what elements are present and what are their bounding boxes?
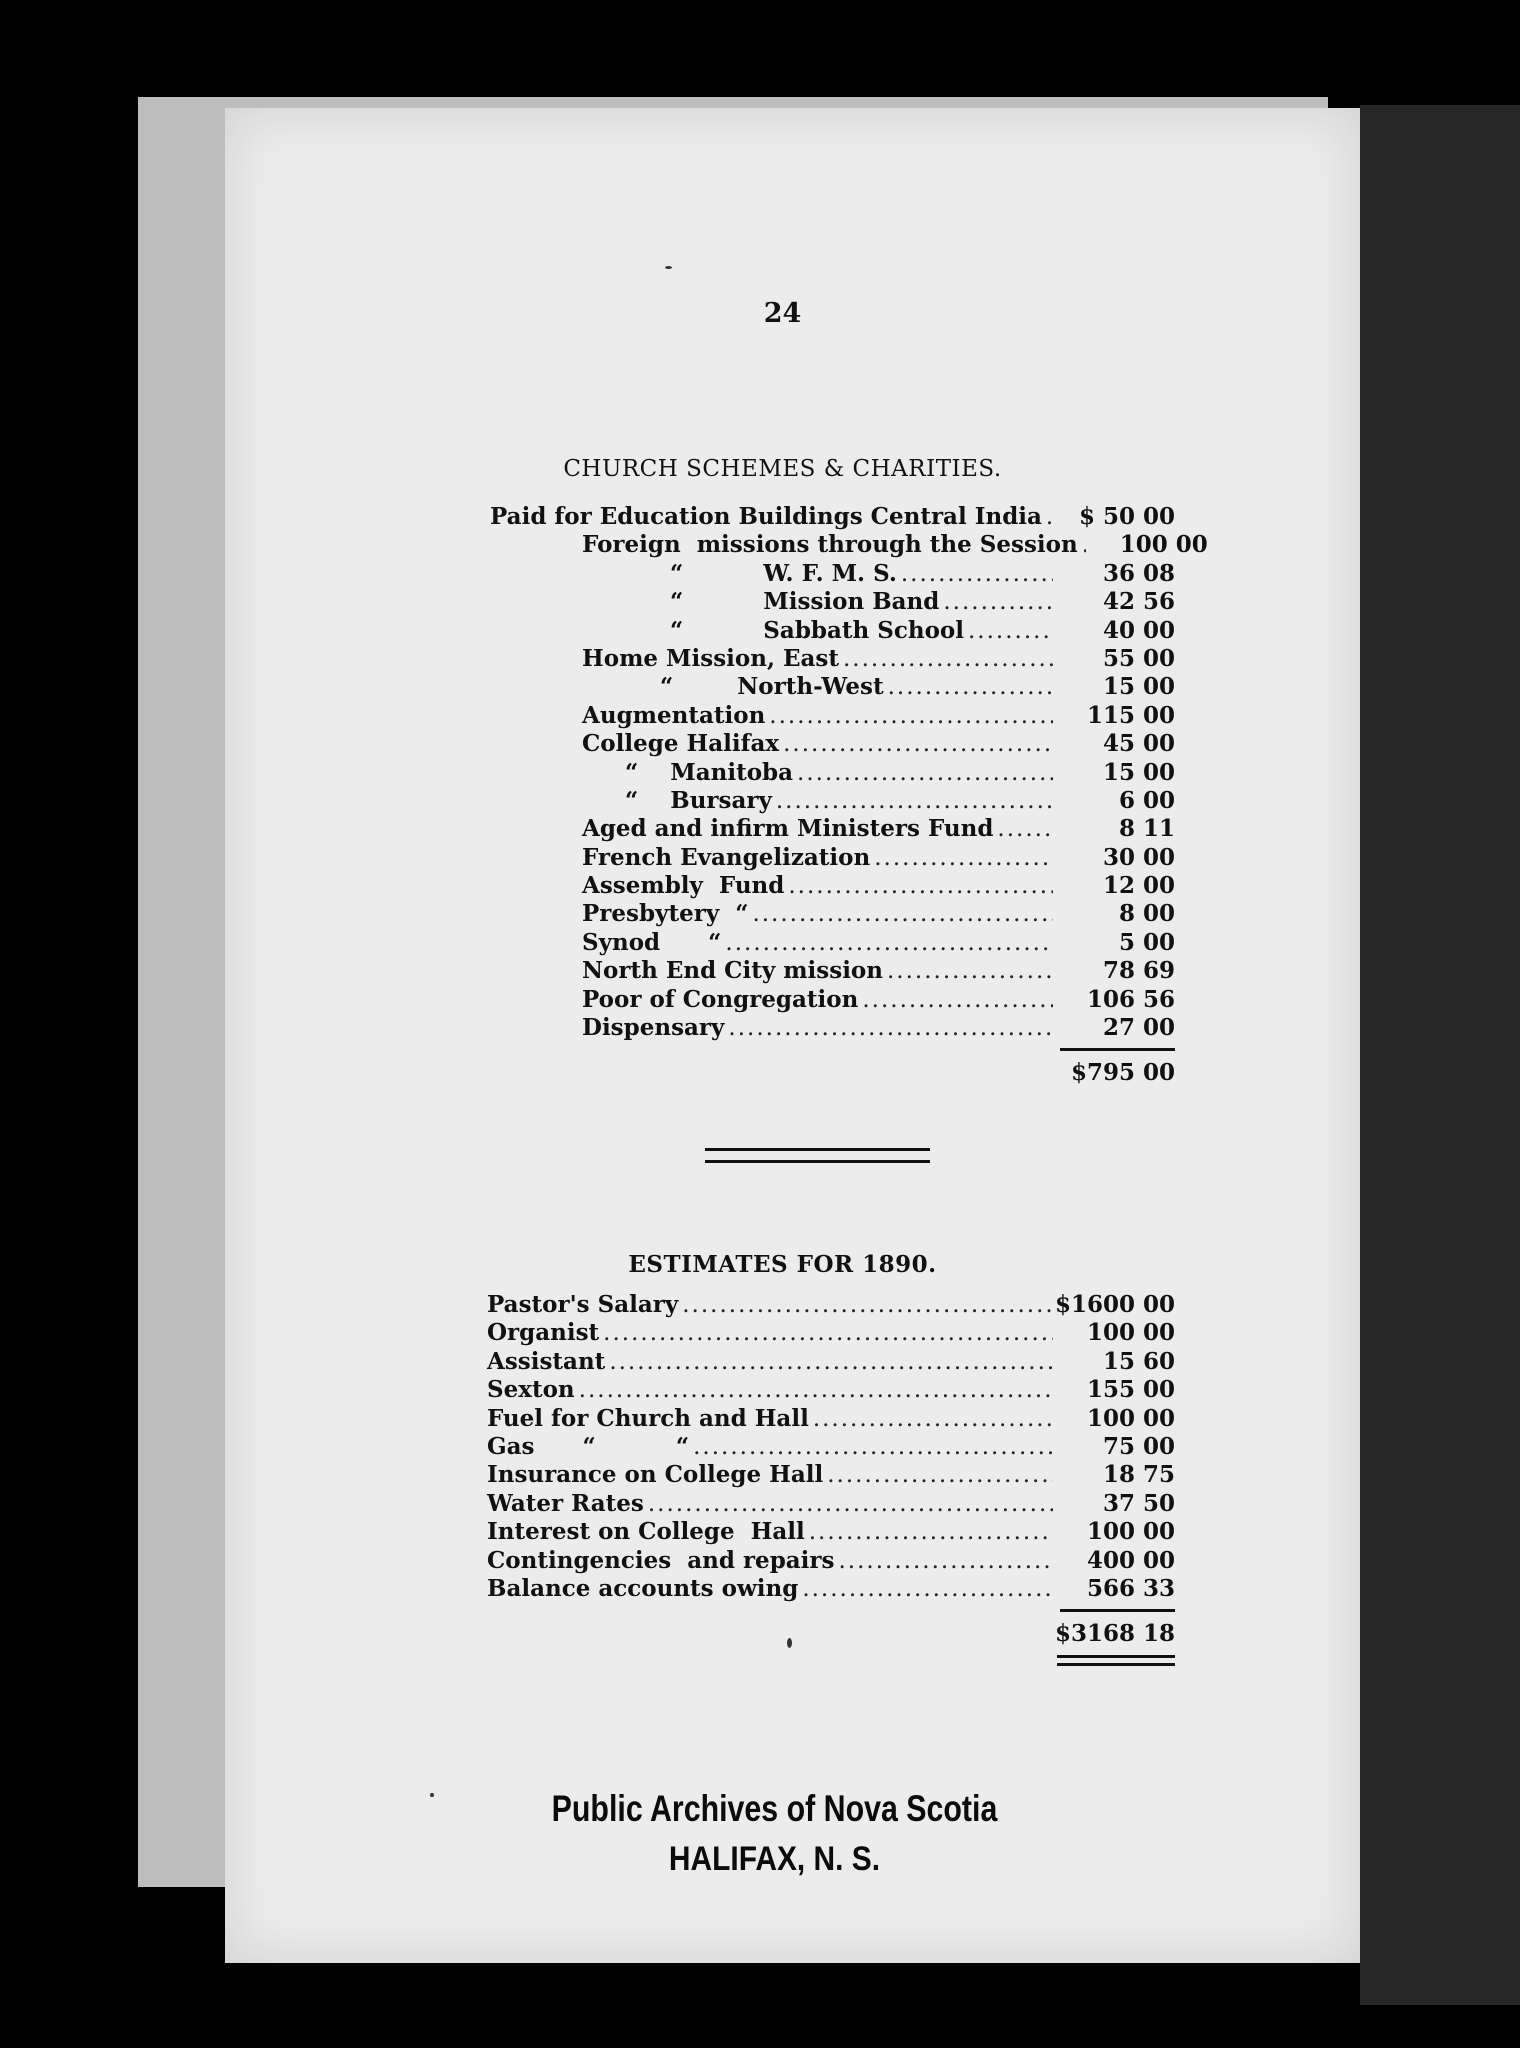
estimates-heading: ESTIMATES FOR 1890. — [628, 1251, 937, 1278]
print-speck — [787, 1638, 792, 1648]
ledger-row — [487, 1319, 1175, 1347]
ledger-dollars: 15 — [1102, 1347, 1135, 1375]
print-speck — [430, 1793, 434, 1797]
dot-leader — [721, 929, 1053, 957]
ledger-cents: 00 — [1142, 1376, 1175, 1404]
dot-leader — [772, 787, 1053, 815]
ledger-item-label: French Evangelization — [582, 843, 871, 871]
ledger-item-label: Contingencies and repairs — [487, 1546, 835, 1574]
page-number: 24 — [763, 298, 802, 329]
ledger-cents: 00 — [1142, 786, 1175, 814]
total-cents: 18 — [1142, 1620, 1175, 1648]
ledger-dollars: $ 50 — [1078, 503, 1135, 530]
ledger-item-label: Fuel for Church and Hall — [487, 1404, 809, 1432]
estimates-ledger — [487, 1291, 1175, 1666]
ledger-cents: 75 — [1142, 1461, 1175, 1489]
ledger-cents: 00 — [1142, 928, 1175, 956]
ledger-cents: 56 — [1142, 588, 1175, 616]
ledger-dollars: 155 — [1086, 1376, 1135, 1404]
dot-leader — [575, 1376, 1053, 1404]
ledger-item-label: Synod “ — [582, 928, 722, 956]
ledger-row — [490, 815, 1175, 843]
sum-rule — [1060, 1609, 1175, 1612]
ledger-dollars: 8 — [1118, 815, 1135, 843]
ledger-row — [487, 1518, 1175, 1546]
ledger-row — [490, 673, 1175, 701]
ledger-item-label: Home Mission, East — [582, 644, 839, 672]
dot-leader — [823, 1461, 1053, 1489]
ledger-item-label: “ North-West — [660, 673, 884, 701]
total-dollars: $795 — [1070, 1059, 1135, 1087]
dot-leader — [939, 588, 1053, 616]
print-speck — [665, 266, 672, 269]
ledger-cents: 11 — [1142, 815, 1175, 843]
ledger-dollars: 15 — [1102, 673, 1135, 701]
dot-leader — [689, 1433, 1053, 1461]
ledger-item-label: “ Manitoba — [625, 758, 794, 786]
ledger-cents: 00 — [1175, 531, 1208, 559]
ledger-dollars: 27 — [1102, 1014, 1135, 1042]
ledger-cents: 50 — [1142, 1489, 1175, 1517]
ledger-item-label: “ Sabbath School — [670, 616, 964, 644]
ledger-dollars: 115 — [1086, 701, 1135, 729]
ledger-dollars: 5 — [1118, 928, 1135, 956]
total-cents: 00 — [1142, 1059, 1175, 1087]
ledger-item-label: Presbytery “ — [582, 900, 749, 928]
dot-leader — [870, 844, 1053, 872]
facing-page-edge — [1360, 105, 1520, 2005]
ledger-cents: 00 — [1142, 1319, 1175, 1347]
ledger-dollars: 55 — [1102, 644, 1135, 672]
dot-leader — [993, 815, 1053, 843]
ledger-cents: 33 — [1142, 1574, 1175, 1602]
ledger-dollars: 42 — [1102, 588, 1135, 616]
ledger-cents: 00 — [1142, 701, 1175, 729]
ledger-item-label: College Halifax — [582, 730, 780, 758]
grand-total-double-rule — [1057, 1655, 1175, 1666]
ledger-dollars: 100 — [1086, 1404, 1135, 1432]
ledger-item-label: Aged and infirm Ministers Fund — [582, 815, 994, 843]
ledger-dollars: 100 — [1086, 1319, 1135, 1347]
ledger-row — [487, 1433, 1175, 1461]
ledger-dollars: $1600 — [1054, 1291, 1135, 1318]
dot-leader — [644, 1490, 1053, 1518]
ledger-dollars: 8 — [1118, 900, 1135, 928]
dot-leader — [765, 702, 1053, 730]
ledger-dollars: 45 — [1102, 730, 1135, 758]
ledger-cents: 00 — [1142, 843, 1175, 871]
ledger-row — [490, 844, 1175, 872]
total-dollars: $3168 — [1054, 1620, 1135, 1648]
dot-leader — [858, 986, 1053, 1014]
dot-leader — [1078, 531, 1086, 559]
ledger-total-row — [487, 1620, 1175, 1648]
ledger-cents: 00 — [1142, 644, 1175, 672]
ledger-cents: 56 — [1142, 985, 1175, 1013]
dot-leader — [748, 900, 1053, 928]
dot-leader — [779, 730, 1053, 758]
ledger-row — [490, 986, 1175, 1014]
dot-leader — [798, 1575, 1053, 1603]
ledger-item-label: Interest on College Hall — [487, 1518, 805, 1546]
ledger-cents: 08 — [1142, 559, 1175, 587]
ledger-dollars: 40 — [1102, 616, 1135, 644]
ledger-dollars: 18 — [1102, 1461, 1135, 1489]
ledger-cents: 00 — [1142, 730, 1175, 758]
dot-leader — [809, 1405, 1053, 1433]
ledger-cents: 00 — [1142, 673, 1175, 701]
ledger-cents: 00 — [1142, 1546, 1175, 1574]
ledger-dollars: 100 — [1086, 1518, 1135, 1546]
dot-leader — [599, 1319, 1053, 1347]
ledger-row — [487, 1461, 1175, 1489]
archive-stamp-line-2: HALIFAX, N. S. — [668, 1840, 881, 1878]
ledger-dollars: 37 — [1102, 1489, 1135, 1517]
ledger-cents: 00 — [1142, 900, 1175, 928]
dot-leader — [784, 872, 1053, 900]
ledger-row — [487, 1291, 1175, 1319]
ledger-item-label: “ Bursary — [625, 786, 772, 814]
ledger-row — [490, 1014, 1175, 1042]
dot-leader — [884, 673, 1053, 701]
ledger-dollars: 15 — [1102, 758, 1135, 786]
ledger-dollars: 100 — [1119, 531, 1168, 559]
ledger-row — [487, 1575, 1175, 1603]
ledger-dollars: 30 — [1102, 843, 1135, 871]
ledger-item-label: Paid for Education Buildings Central India — [490, 503, 1042, 530]
dot-leader — [883, 957, 1053, 985]
ledger-item-label: Balance accounts owing — [487, 1574, 799, 1602]
ledger-cents: 00 — [1142, 872, 1175, 900]
ledger-dollars: 6 — [1118, 786, 1135, 814]
ledger-item-label: Dispensary — [582, 1014, 725, 1042]
ledger-item-label: Organist — [487, 1319, 600, 1347]
dot-leader — [964, 617, 1053, 645]
ledger-dollars: 36 — [1102, 559, 1135, 587]
ledger-cents: 00 — [1142, 758, 1175, 786]
sum-rule — [1060, 1048, 1175, 1051]
ledger-cents: 00 — [1142, 1404, 1175, 1432]
ledger-item-label: Poor of Congregation — [582, 985, 859, 1013]
ledger-item-label: Gas “ “ — [487, 1432, 690, 1460]
ledger-row — [490, 531, 1208, 559]
ledger-item-label: Pastor's Salary — [487, 1291, 679, 1318]
ledger-total-row — [490, 1059, 1175, 1087]
dot-leader — [839, 645, 1053, 673]
ledger-dollars: 75 — [1102, 1432, 1135, 1460]
ledger-row — [490, 787, 1175, 815]
ledger-row — [490, 588, 1175, 616]
ledger-item-label: Augmentation — [582, 701, 766, 729]
ledger-row — [490, 872, 1175, 900]
ledger-item-label: Assembly Fund — [582, 872, 785, 900]
ledger-row — [490, 759, 1175, 787]
dot-leader — [678, 1291, 1053, 1319]
ledger-dollars: 400 — [1086, 1546, 1135, 1574]
ledger-row — [487, 1547, 1175, 1575]
ledger-row — [490, 957, 1175, 985]
ledger-cents: 69 — [1142, 957, 1175, 985]
dot-leader — [1042, 503, 1053, 531]
ledger-dollars: 78 — [1102, 957, 1135, 985]
charities-ledger — [490, 503, 1208, 1088]
dot-leader — [793, 759, 1053, 787]
ledger-row — [490, 645, 1175, 673]
ledger-row — [487, 1376, 1175, 1404]
ledger-cents: 00 — [1142, 616, 1175, 644]
dot-leader — [897, 560, 1053, 588]
dot-leader — [724, 1014, 1053, 1042]
ledger-dollars: 106 — [1086, 985, 1135, 1013]
dot-leader — [605, 1348, 1053, 1376]
ledger-item-label: Water Rates — [487, 1489, 644, 1517]
ledger-row — [487, 1490, 1175, 1518]
ledger-cents: 00 — [1142, 1014, 1175, 1042]
ledger-item-label: “ W. F. M. S. — [670, 559, 897, 587]
ledger-item-label: Assistant — [487, 1347, 606, 1375]
ledger-item-label: North End City mission — [582, 957, 883, 985]
ledger-row — [487, 1405, 1175, 1433]
ledger-row — [487, 1348, 1175, 1376]
ledger-cents: 00 — [1142, 1432, 1175, 1460]
ledger-row — [490, 929, 1175, 957]
ledger-item-label: Foreign missions through the Session — [582, 531, 1078, 559]
ledger-cents: 00 — [1142, 1291, 1175, 1318]
ledger-dollars: 566 — [1086, 1574, 1135, 1602]
ledger-cents: 00 — [1142, 503, 1175, 530]
ledger-item-label: “ Mission Band — [670, 588, 940, 616]
archive-stamp-line-1: Public Archives of Nova Scotia — [551, 1788, 998, 1829]
charities-heading: CHURCH SCHEMES & CHARITIES. — [563, 456, 1002, 482]
ledger-row — [490, 560, 1175, 588]
ledger-row — [490, 702, 1175, 730]
ledger-item-label: Insurance on College Hall — [487, 1461, 824, 1489]
dot-leader — [805, 1518, 1053, 1546]
ledger-dollars: 12 — [1102, 872, 1135, 900]
ledger-cents: 00 — [1142, 1518, 1175, 1546]
ledger-row — [490, 900, 1175, 928]
ledger-cents: 60 — [1142, 1347, 1175, 1375]
section-divider — [705, 1148, 930, 1163]
ledger-row — [490, 503, 1175, 531]
ledger-row — [490, 617, 1175, 645]
dot-leader — [834, 1547, 1053, 1575]
ledger-row — [490, 730, 1175, 758]
ledger-item-label: Sexton — [487, 1376, 575, 1404]
document-page — [225, 108, 1360, 1963]
